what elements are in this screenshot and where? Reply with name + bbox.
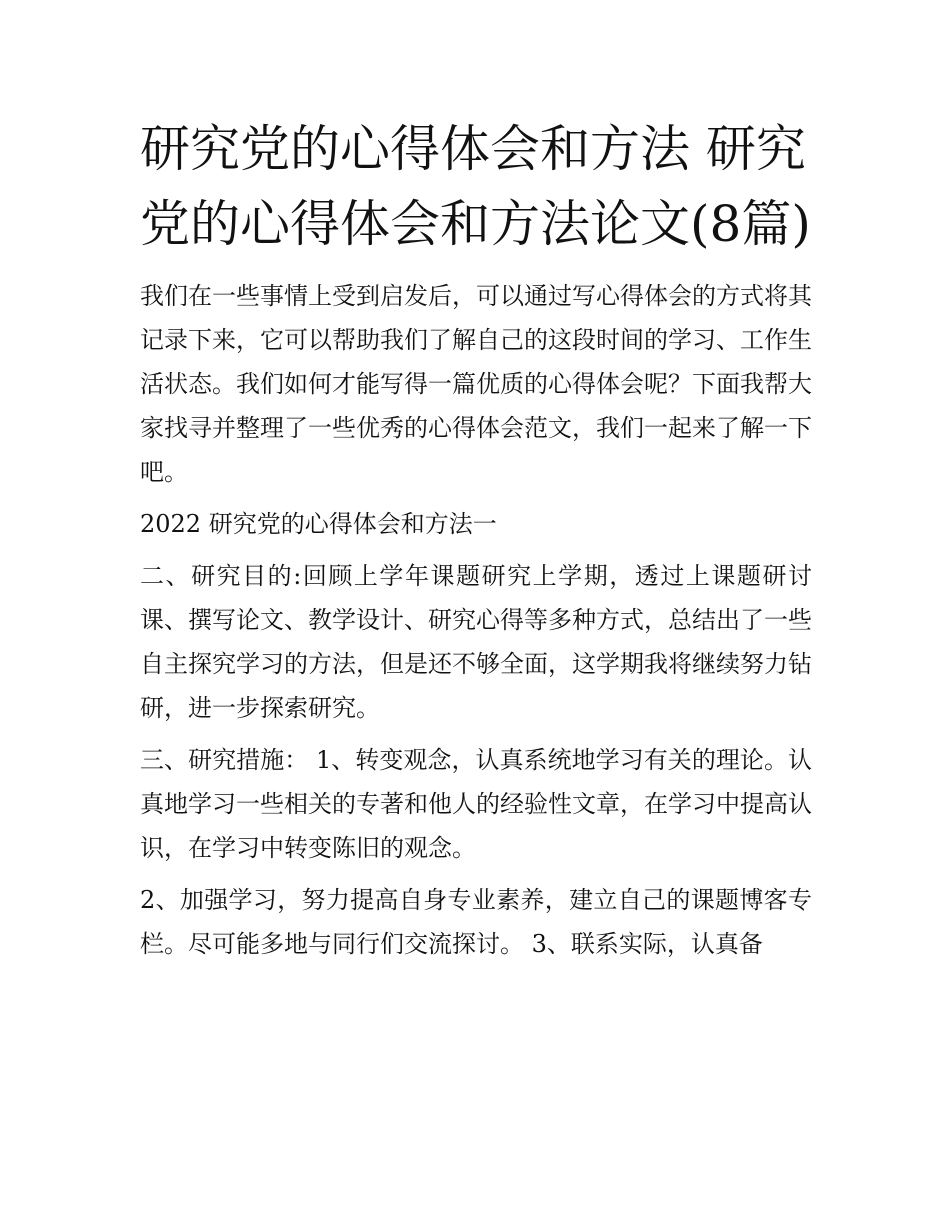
learning-paragraph: 2、加强学习，努力提高自身专业素养，建立自己的课题博客专栏。尽可能多地与同行们交流探讨。 3、联系实际，认真备 — [140, 886, 812, 958]
section-heading: 2022 研究党的心得体会和方法一 — [140, 510, 497, 538]
research-purpose-paragraph: 二、研究目的:回顾上学年课题研究上学期，透过上课题研讨课、撰写论文、教学设计、研究心得等多种方式，总结出了一些自主探究学习的方法，但是还不够全面，这学期我将继续努力钻研，进一步探索研究。 — [140, 562, 812, 722]
document-title: 研究党的心得体会和方法 研究党的心得体会和方法论文(8篇) — [140, 120, 811, 253]
document-page — [140, 112, 812, 974]
research-measures-paragraph: 三、研究措施： 1、转变观念，认真系统地学习有关的理论。认真地学习一些相关的专著和他人的经验性文章，在学习中提高认识，在学习中转变陈旧的观念。 — [140, 746, 812, 862]
intro-paragraph: 我们在一些事情上受到启发后，可以通过写心得体会的方式将其记录下来，它可以帮助我们了解自己的这段时间的学习、工作生活状态。我们如何才能写得一篇优质的心得体会呢？下面我帮大家找寻并整理了一些优秀的心得体会范文，我们一起来了解一下吧。 — [140, 282, 812, 486]
